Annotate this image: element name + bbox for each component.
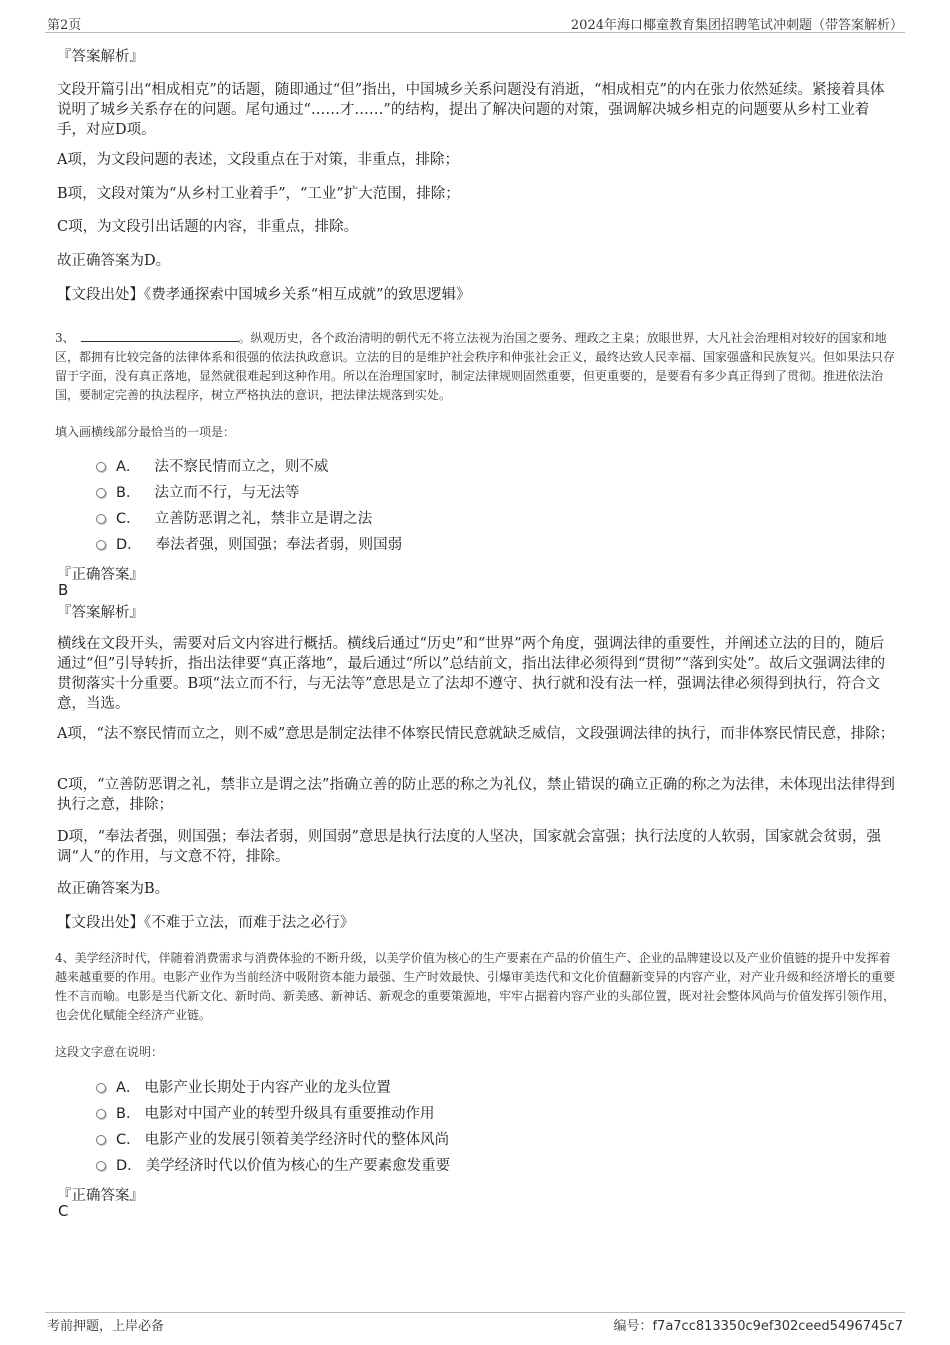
q4-answer-label: 『正确答案』 — [57, 1188, 144, 1204]
q4-option-b[interactable]: B． 电影对中国产业的转型升级具有重要推动作用 — [96, 1104, 434, 1124]
q3-analysis-paragraph: 横线在文段开头，需要对后文内容进行概括。横线后通过“历史”和“世界”两个角度，强调法律的重要性，并阐述立法的目的，随后通过“但”引导转折，指出法律要“真正落地”，最后通过“所以”总结前文，指出法律必须得到“贯彻”“落到实处”。故后文强调法律的贯彻落实十分重要。B项“法立而不行，与无法等”意思是立了法却不遵守、执行就和没有法一样，强调法律必须得到执行，符合文意，当选。 — [57, 636, 886, 712]
q3-prompt: 填入画横线部分最恰当的一项是： — [55, 425, 236, 439]
q3-source: 【文段出处】《不难于立法，而难于法之必行》 — [57, 915, 355, 931]
radio-icon[interactable] — [96, 1109, 106, 1119]
q3-option-a-analysis: A项，“法不察民情而立之，则不威”意思是制定法律不体察民情民意就缺乏威信，文段强调法律的执行，而非体察民情民意，排除； — [57, 726, 895, 742]
radio-icon[interactable] — [96, 488, 106, 498]
radio-icon[interactable] — [96, 514, 106, 524]
footer-slogan: 考前押题，上岸必备 — [47, 1319, 165, 1334]
q3-option-a[interactable]: A． 法不察民情而立之，则不威 — [96, 457, 328, 477]
radio-icon[interactable] — [96, 462, 106, 472]
q3-number: 3、 — [55, 331, 75, 345]
q3-stem-text: 。纵观历史，各个政治清明的朝代无不将立法视为治国之要务、理政之主臬；放眼世界，大凡社会治理相对较好的国家和地区，都拥有比较完备的法律体系和很强的依法执政意识。立法的目的是维护社会秩序和伸张社会正义，最终达致人民幸福、国家强盛和民族复兴。但如果法只存留于字面，没有真正落地，显然就很难起到这种作用。所以在治理国家时，制定法律规则固然重要，但更重要的，是要看有多少真正得到了贯彻。推进依法治国，要制定完善的执法程序，树立严格执法的意识，把法律法规落到实处。 — [55, 331, 896, 402]
q3-option-d-analysis: D项，“奉法者强，则国强；奉法者弱，则国弱”意思是执行法度的人坚决，国家就会富强；执行法度的人软弱，国家就会贫弱，强调“人”的作用，与文意不符，排除。 — [57, 829, 881, 865]
q3-option-c[interactable]: C． 立善防恶谓之礼，禁非立是谓之法 — [96, 509, 372, 529]
q2-conclusion: 故正确答案为D。 — [57, 253, 171, 269]
q2-option-c-analysis: C项，为文段引出话题的内容，非重点，排除。 — [57, 219, 359, 235]
q2-option-a-analysis: A项，为文段问题的表述，文段重点在于对策，非重点，排除； — [57, 152, 459, 168]
q3-option-d[interactable]: D． 奉法者强，则国强；奉法者弱，则国弱 — [96, 535, 402, 555]
q3-conclusion: 故正确答案为B。 — [57, 881, 170, 897]
page-footer — [45, 1312, 905, 1335]
q4-option-a[interactable]: A． 电影产业长期处于内容产业的龙头位置 — [96, 1078, 391, 1098]
q3-answer-label: 『正确答案』 — [57, 567, 144, 583]
q4-option-d[interactable]: D． 美学经济时代以价值为核心的生产要素愈发重要 — [96, 1156, 450, 1176]
q4-stem: 4、美学经济时代，伴随着消费需求与消费体验的不断升级，以美学价值为核心的生产要素在产品的价值生产、企业的品牌建设以及产业价值链的提升中发挥着越来越重要的作用。电影产业作为当前经济中吸附资本能力最强、生产时效最快、引爆审美迭代和文化价值翻新变异的内容产业，对产业升级和经济增长的重要性不言而喻。电影是当代新文化、新时尚、新美感、新神话、新观念的重要策源地，牢牢占据着内容产业的头部位置，既对社会整体风尚与价值发挥引领作用，也会优化赋能全经济产业链。 — [55, 951, 896, 1022]
page-number: 第2页 — [47, 18, 82, 33]
page-header — [45, 12, 905, 33]
radio-icon[interactable] — [96, 1135, 106, 1145]
q2-source: 【文段出处】《费孝通探索中国城乡关系“相互成就”的致思逻辑》 — [57, 287, 471, 303]
q3-option-b[interactable]: B． 法立而不行，与无法等 — [96, 483, 299, 503]
q3-option-c-analysis: C项，“立善防恶谓之礼，禁非立是谓之法”指确立善的防止恶的称之为礼仪，禁止错误的确立正确的称之为法律，未体现出法律得到执行之意，排除； — [57, 777, 895, 813]
radio-icon[interactable] — [96, 1083, 106, 1093]
radio-icon[interactable] — [96, 1161, 106, 1171]
q3-analysis-label: 『答案解析』 — [57, 605, 144, 621]
q2-option-b-analysis: B项，文段对策为“从乡村工业着手”，“工业”扩大范围，排除； — [57, 186, 460, 202]
q4-option-c[interactable]: C． 电影产业的发展引领着美学经济时代的整体风尚 — [96, 1130, 449, 1150]
document-code: 编号：f7a7cc813350c9ef302ceed5496745c7 — [613, 1319, 903, 1334]
q3-answer: B — [58, 581, 69, 599]
q4-answer: C — [58, 1202, 69, 1220]
q2-analysis-paragraph: 文段开篇引出“相成相克”的话题，随即通过“但”指出，中国城乡关系问题没有消逝，“相成相克”的内在张力依然延续。紧接着具体说明了城乡关系存在的问题。尾句通过“……才……”的结构，提出了解决问题的对策，强调解决城乡相克的问题要从乡村工业着手，对应D项。 — [57, 82, 885, 138]
q3-fill-blank — [81, 328, 239, 342]
q2-analysis-label: 『答案解析』 — [57, 49, 144, 65]
radio-icon[interactable] — [96, 540, 106, 550]
q3-stem — [55, 328, 895, 405]
document-title: 2024年海口椰童教育集团招聘笔试冲刺题（带答案解析） — [570, 18, 903, 33]
q4-prompt: 这段文字意在说明： — [55, 1045, 164, 1059]
